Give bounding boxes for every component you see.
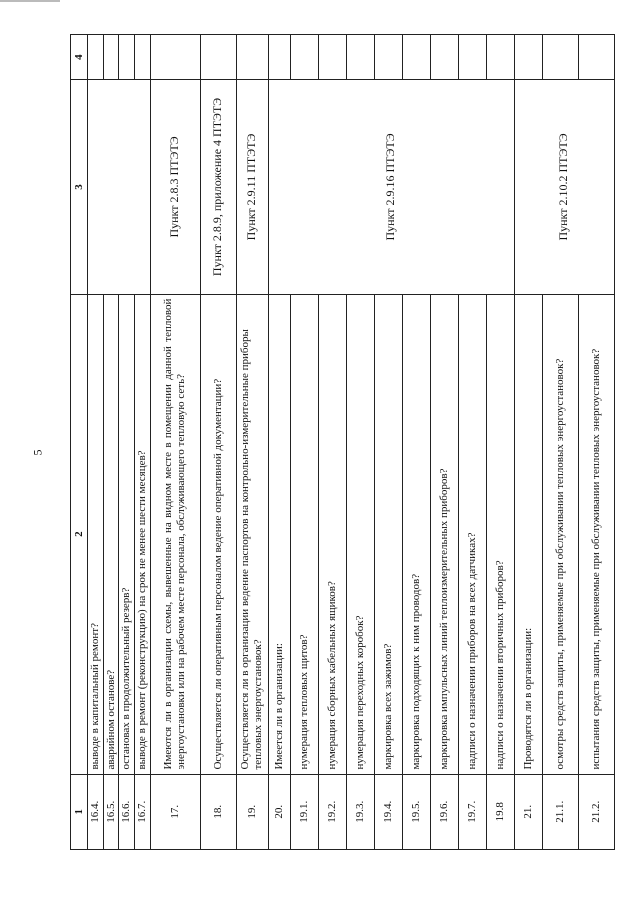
col-header-4: 4 bbox=[71, 35, 88, 80]
col-header-1: 1 bbox=[71, 774, 88, 849]
table-row bbox=[200, 35, 236, 850]
row-question: нумерация сборных кабельных ящиков? bbox=[318, 294, 346, 774]
row-mark bbox=[200, 35, 236, 80]
col-header-2: 2 bbox=[71, 294, 88, 774]
row-number: 19.2. bbox=[318, 774, 346, 849]
row-mark bbox=[430, 35, 458, 80]
row-number: 20. bbox=[268, 774, 290, 849]
row-number: 19.5. bbox=[402, 774, 430, 849]
row-mark bbox=[346, 35, 374, 80]
page-number: 5 bbox=[30, 449, 45, 456]
row-reference: Пункт 2.8.3 ПТЭТЭ bbox=[150, 80, 200, 294]
row-mark bbox=[318, 35, 346, 80]
group-reference: Пункт 2.10.2 ПТЭТЭ bbox=[514, 80, 614, 294]
row-number: 19.3. bbox=[346, 774, 374, 849]
row-mark bbox=[578, 35, 614, 80]
row-number: 19. bbox=[236, 774, 268, 849]
row-question: выводе в капитальный ремонт? bbox=[88, 294, 104, 774]
table-row bbox=[150, 35, 200, 850]
row-mark bbox=[119, 35, 135, 80]
row-question: надписи о назначении вторичных приборов? bbox=[486, 294, 514, 774]
row-question: осмотры средств защиты, применяемые при обслуживании тепловых энергоустановок? bbox=[542, 294, 578, 774]
row-number: 16.4. bbox=[88, 774, 104, 849]
header-row bbox=[71, 35, 88, 850]
row-question: аварийном останове? bbox=[103, 294, 119, 774]
table-row bbox=[268, 35, 290, 850]
row-number: 19.1. bbox=[290, 774, 318, 849]
row-question: Имеются ли в организации схемы, вывешенные на видном месте в помещении данной тепловой энергоустановки или на рабочем месте персонала, обслуживающего тепловую сеть? bbox=[150, 294, 200, 774]
row-number: 17. bbox=[150, 774, 200, 849]
row-reference: Пункт 2.9.11 ПТЭТЭ bbox=[236, 80, 268, 294]
row-mark bbox=[150, 35, 200, 80]
row-question: Осуществляется ли оперативным персоналом ведение оперативной документации? bbox=[200, 294, 236, 774]
col-header-3: 3 bbox=[71, 80, 88, 294]
row-mark bbox=[134, 35, 150, 80]
table-row bbox=[236, 35, 268, 850]
row-number: 19.8 bbox=[486, 774, 514, 849]
row-number: 21.2. bbox=[578, 774, 614, 849]
row-mark bbox=[402, 35, 430, 80]
row-number: 16.5. bbox=[103, 774, 119, 849]
row-question: остановах в продолжительный резерв? bbox=[119, 294, 135, 774]
row-mark bbox=[268, 35, 290, 80]
inspection-table bbox=[70, 34, 615, 850]
row-mark bbox=[542, 35, 578, 80]
row-mark bbox=[486, 35, 514, 80]
row-number: 19.6. bbox=[430, 774, 458, 849]
row-number: 19.7. bbox=[458, 774, 486, 849]
row-reference: Пункт 2.8.9, приложение 4 ПТЭТЭ bbox=[200, 80, 236, 294]
row-mark bbox=[290, 35, 318, 80]
row-number: 16.7. bbox=[134, 774, 150, 849]
row-question: маркировка подходящих к ним проводов? bbox=[402, 294, 430, 774]
row-mark bbox=[514, 35, 542, 80]
row-mark bbox=[458, 35, 486, 80]
row-number: 16.6. bbox=[119, 774, 135, 849]
group-reference: Пункт 2.9.16 ПТЭТЭ bbox=[268, 80, 514, 294]
row-question: Осуществляется ли в организации ведение паспортов на контрольно-измерительные приборы тепловых энергоустановок? bbox=[236, 294, 268, 774]
row-question: выводе в ремонт (реконструкцию) на срок не менее шести месяцев? bbox=[134, 294, 150, 774]
row-number: 19.4. bbox=[374, 774, 402, 849]
row-mark bbox=[103, 35, 119, 80]
top-rule bbox=[0, 0, 60, 2]
row-question: нумерация переходных коробок? bbox=[346, 294, 374, 774]
row-question: маркировка всех зажимов? bbox=[374, 294, 402, 774]
row-mark bbox=[374, 35, 402, 80]
row-question: Проводятся ли в организации: bbox=[514, 294, 542, 774]
row-question: маркировка импульсных линий теплоизмерительных приборов? bbox=[430, 294, 458, 774]
table-row bbox=[514, 35, 542, 850]
rotated-table-frame bbox=[70, 34, 610, 850]
row-question: надписи о назначении приборов на всех датчиках? bbox=[458, 294, 486, 774]
row-question: испытания средств защиты, применяемые при обслуживании тепловых энергоустановок? bbox=[578, 294, 614, 774]
row-question: нумерация тепловых щитов? bbox=[290, 294, 318, 774]
row-mark bbox=[88, 35, 104, 80]
row-number: 21. bbox=[514, 774, 542, 849]
row-reference bbox=[88, 80, 151, 294]
row-number: 18. bbox=[200, 774, 236, 849]
table-row bbox=[88, 35, 104, 850]
table-wrapper bbox=[70, 34, 610, 850]
row-mark bbox=[236, 35, 268, 80]
row-question: Имеется ли в организации: bbox=[268, 294, 290, 774]
row-number: 21.1. bbox=[542, 774, 578, 849]
